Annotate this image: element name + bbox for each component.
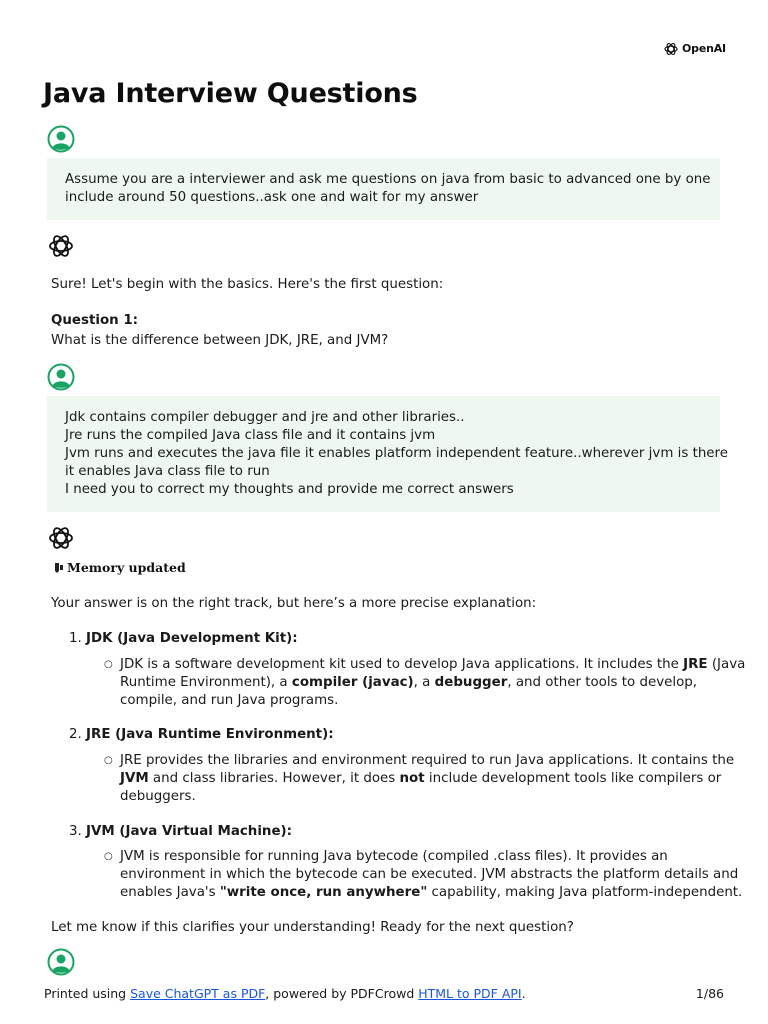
assistant-outro: Let me know if this clarifies your understanding! Ready for the next question? bbox=[51, 920, 574, 935]
list-item-detail: compile, and run Java programs. bbox=[120, 693, 339, 708]
brand-name: OpenAI bbox=[682, 42, 726, 55]
list-item-heading: 3. JVM (Java Virtual Machine): bbox=[69, 824, 292, 839]
html-to-pdf-api-link[interactable]: HTML to PDF API bbox=[418, 986, 522, 1001]
list-item-heading: 2. JRE (Java Runtime Environment): bbox=[69, 727, 334, 742]
list-item-detail: JVM is responsible for running Java bytecode (compiled .class files). It provides an bbox=[120, 849, 668, 864]
list-item-detail: debuggers. bbox=[120, 789, 196, 804]
list-item-detail: enables Java's "write once, run anywhere" capability, making Java platform-independent. bbox=[120, 885, 743, 900]
user-message-line: Jre runs the compiled Java class file and it contains jvm bbox=[65, 428, 436, 443]
page-title: Java Interview Questions bbox=[43, 78, 418, 109]
bullet-icon: ○ bbox=[104, 755, 113, 766]
user-message-line: Jdk contains compiler debugger and jre and other libraries.. bbox=[65, 410, 465, 425]
list-item-heading: 1. JDK (Java Development Kit): bbox=[69, 631, 298, 646]
user-avatar-icon bbox=[47, 125, 75, 153]
save-chatgpt-pdf-link[interactable]: Save ChatGPT as PDF bbox=[130, 986, 266, 1001]
user-message-2 bbox=[47, 396, 728, 512]
user-avatar-icon bbox=[47, 948, 75, 976]
user-message-line: Assume you are a interviewer and ask me questions on java from basic to advanced one by one bbox=[65, 172, 711, 187]
bullet-icon: ○ bbox=[104, 851, 113, 862]
list-item-detail: JVM and class libraries. However, it does not include development tools like compilers or bbox=[120, 771, 722, 786]
openai-brand bbox=[663, 41, 726, 57]
list-item-detail: JRE provides the libraries and environment required to run Java applications. It contains the bbox=[120, 753, 735, 768]
user-message-line: include around 50 questions..ask one and wait for my answer bbox=[65, 190, 479, 205]
chatgpt-avatar-icon bbox=[47, 232, 75, 260]
bullet-icon: ○ bbox=[104, 659, 113, 670]
user-message-line: Jvm runs and executes the java file it enables platform independent feature..wherever jvm is there bbox=[65, 446, 728, 461]
memory-updated-indicator bbox=[53, 559, 186, 577]
list-item-detail: Runtime Environment), a compiler (javac), a debugger, and other tools to develop, bbox=[120, 675, 698, 690]
assistant-intro: Your answer is on the right track, but here’s a more precise explanation: bbox=[51, 596, 537, 611]
user-message-line: I need you to correct my thoughts and provide me correct answers bbox=[65, 482, 514, 497]
user-message-line: it enables Java class file to run bbox=[65, 464, 270, 479]
chatgpt-avatar-icon bbox=[47, 524, 75, 552]
user-message-1 bbox=[47, 158, 720, 220]
memory-icon bbox=[53, 562, 65, 574]
assistant-intro: Sure! Let's begin with the basics. Here's the first question: bbox=[51, 277, 444, 292]
list-item-detail: environment in which the bytecode can be executed. JVM abstracts the platform details and bbox=[120, 867, 739, 882]
question-text: What is the difference between JDK, JRE, and JVM? bbox=[51, 333, 389, 348]
openai-logo-icon bbox=[663, 41, 679, 57]
footer: Printed using Save ChatGPT as PDF, powered by PDFCrowd HTML to PDF API. bbox=[44, 986, 526, 1001]
question-label: Question 1: bbox=[51, 313, 139, 328]
page-number: 1/86 bbox=[695, 986, 724, 1001]
memory-updated-label: Memory updated bbox=[67, 560, 186, 575]
list-item-detail: JDK is a software development kit used to develop Java applications. It includes the JRE (Java bbox=[120, 657, 746, 672]
user-avatar-icon bbox=[47, 363, 75, 391]
